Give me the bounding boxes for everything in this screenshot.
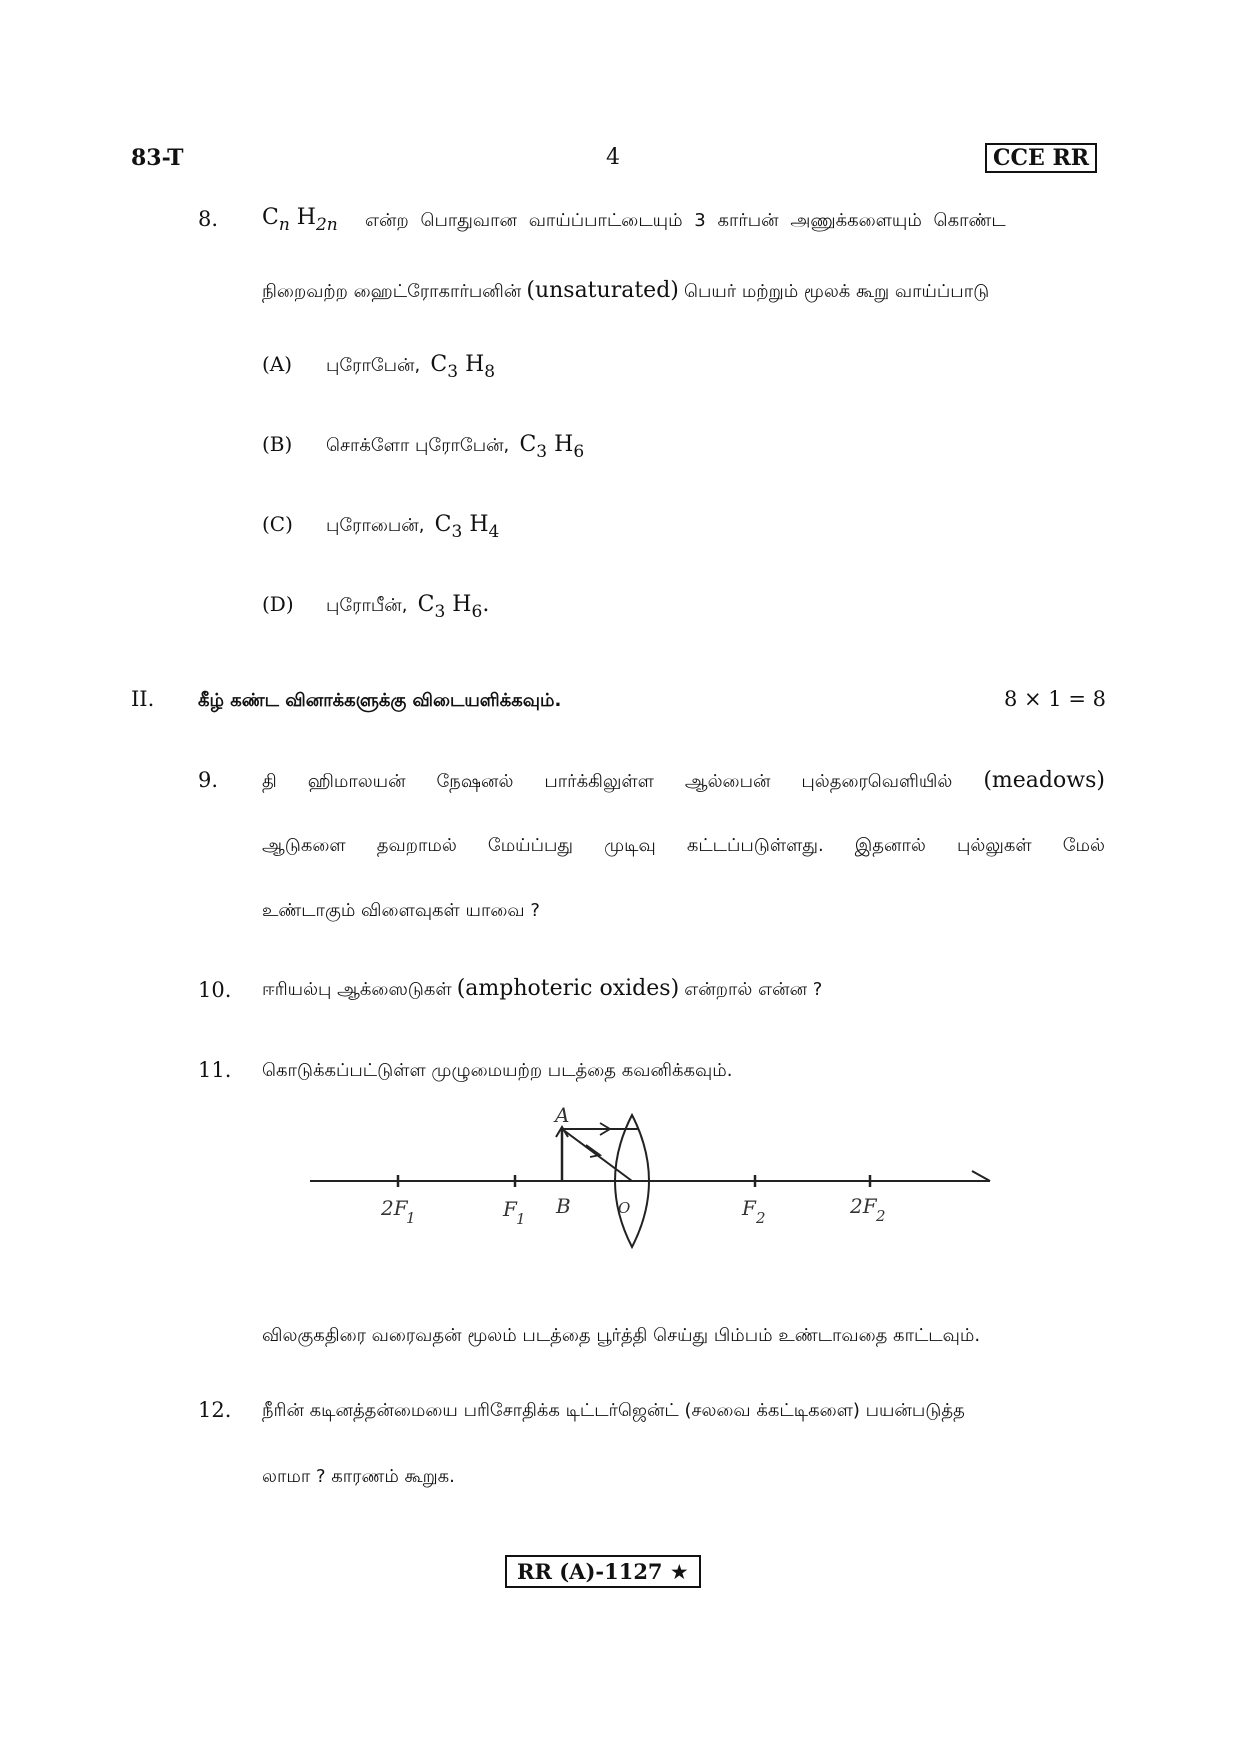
q12-number: 12. [198, 1398, 232, 1422]
q8-line1: என்ற பொதுவான வாய்ப்பாட்டையும் 3 கார்பன் அணுக்களையும் கொண்ட [365, 210, 1006, 231]
paper-code: 83-T [131, 145, 184, 171]
q11-number: 11. [198, 1058, 232, 1082]
footer-code: RR (A)-1127 [517, 1559, 663, 1584]
label-2f2-sub: 2 [876, 1207, 886, 1225]
page-number: 4 [606, 145, 620, 170]
q9-number: 9. [198, 768, 219, 792]
label-f1: F [503, 1197, 517, 1221]
label-f2-sub: 2 [756, 1209, 766, 1227]
q8-option-d[interactable]: (D) புரோபீன், $C_3$ $H_6$. [262, 592, 490, 622]
q10-text: ஈரியல்பு ஆக்ஸைடுகள் (amphoteric oxides) என்றால் என்ன ? [262, 976, 823, 1001]
section-numeral: II. [131, 687, 155, 711]
q8-option-c[interactable]: (C) புரோபைன், $C_3$ $H_4$ [262, 512, 500, 542]
label-o: O [618, 1199, 631, 1217]
star-icon: ★ [669, 1560, 689, 1584]
q11-text: கொடுக்கப்பட்டுள்ள முழுமையற்ற படத்தை கவனிக்கவும். [262, 1060, 733, 1081]
central-ray-arrowhead [586, 1145, 600, 1157]
label-a: A [555, 1103, 570, 1127]
label-2f1: 2F [381, 1196, 408, 1220]
q10-number: 10. [198, 978, 232, 1002]
label-f2: F [742, 1196, 756, 1220]
q9-line1: தி ஹிமாலயன் நேஷனல் பார்க்கிலுள்ள ஆல்பைன் புல்தரைவெளியில் (meadows) [262, 768, 1105, 793]
q8-option-b[interactable]: (B) சொக்ளோ புரோபேன், $C_3$ $H_6$ [262, 432, 585, 462]
label-2f2: 2F [850, 1194, 877, 1218]
q12-line2: லாமா ? காரணம் கூறுக. [262, 1466, 455, 1487]
axis-arrowhead [972, 1171, 990, 1181]
q11-instruction: விலகுகதிரை வரைவதன் மூலம் படத்தை பூர்த்தி செய்து பிம்பம் உண்டாவதை காட்டவும். [262, 1325, 981, 1346]
q8-number: 8. [198, 207, 219, 231]
q12-line1: நீரின் கடினத்தன்மையை பரிசோதிக்க டிட்டர்ஜென்ட் (சலவை க்கட்டிகளை) பயன்படுத்த [262, 1400, 965, 1421]
q9-line3: உண்டாகும் விளைவுகள் யாவை ? [262, 900, 540, 921]
q8-option-a[interactable]: (A) புரோபேன், $C_3$ $H_8$ [262, 352, 496, 382]
q8-general-formula: $C_n$ $H_{2n}$ [262, 205, 338, 235]
lens-ray-diagram [300, 1095, 1000, 1255]
label-f1-sub: 1 [516, 1210, 526, 1228]
q8-line2: நிறைவற்ற ஹைட்ரோகார்பனின் (unsaturated) பெயர் மற்றும் மூலக் கூறு வாய்ப்பாடு [262, 278, 990, 303]
q9-line2: ஆடுகளை தவறாமல் மேய்ப்பது முடிவு கட்டப்படுள்ளது. இதனால் புல்லுகள் மேல் [262, 835, 1105, 856]
cce-rr-badge: CCE RR [985, 143, 1097, 173]
section-title: கீழ் கண்ட வினாக்களுக்கு விடையளிக்கவும். [198, 690, 562, 711]
section-marks: 8 × 1 = 8 [1004, 687, 1106, 711]
label-b: B [556, 1194, 571, 1218]
label-2f1-sub: 1 [406, 1209, 416, 1227]
footer-code-box [505, 1555, 701, 1588]
